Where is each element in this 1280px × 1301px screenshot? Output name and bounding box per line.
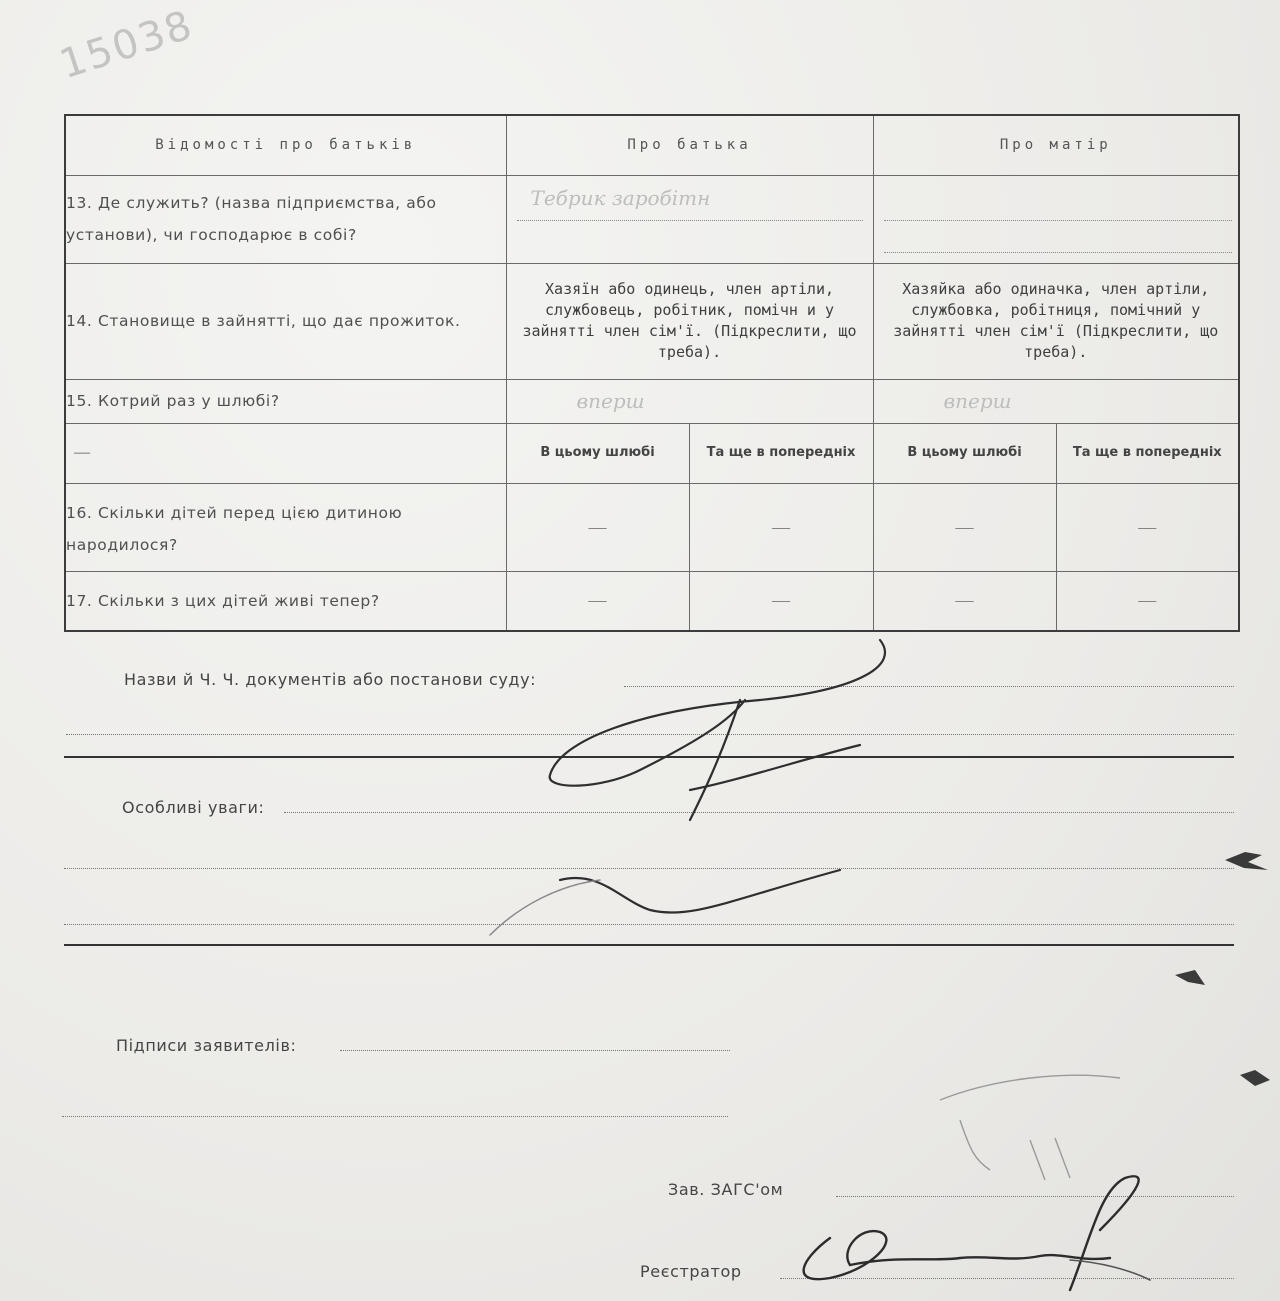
q15-mother-value: вперш	[873, 379, 1239, 423]
q17-value: —	[1056, 571, 1239, 631]
strike-flourish-5	[490, 880, 600, 935]
q16-value: —	[873, 483, 1056, 571]
strike-flourish-2	[690, 700, 740, 820]
q16-value: —	[1056, 483, 1239, 571]
q16-value: —	[689, 483, 873, 571]
strike-flourish-1	[550, 640, 885, 786]
q17-value: —	[506, 571, 689, 631]
subhead-mother-this-marriage: В цьому шлюбі	[873, 423, 1056, 483]
q14-mother-options: Хазяйка або одиначка, член артіли, службовка, робітниця, помічний у зайнятті член сім'ї (Підкреслити, що треба).	[873, 263, 1239, 379]
q15-label: 15. Котрий раз у шлюбі?	[65, 379, 506, 423]
remarks-label: Особливі уваги:	[122, 798, 265, 817]
strike-flourish-4	[560, 870, 840, 913]
documents-label: Назви й Ч. Ч. документів або постанови суду:	[124, 670, 537, 689]
q13-father-value: Тебрик заробітн	[530, 185, 711, 210]
faint-stamp-marks	[940, 1075, 1120, 1180]
q16-label: 16. Скільки дітей перед цією дитиною народилося?	[65, 483, 506, 571]
q13-label: 13. Де служить? (назва підприємства, або установи), чи господарює в собі?	[65, 175, 506, 263]
header-mother: Про матір	[873, 115, 1239, 175]
q17-label: 17. Скільки з цих дітей живі тепер?	[65, 571, 506, 631]
registrar-label: Реєстратор	[640, 1262, 742, 1281]
q14-label: 14. Становище в зайнятті, що дає прожиток.	[65, 263, 506, 379]
subhead-father-previous: Та ще в попередніх	[689, 423, 873, 483]
header-parents-info: Відомості про батьків	[65, 115, 506, 175]
subhead-mother-previous: Та ще в попередніх	[1056, 423, 1239, 483]
q14-father-options: Хазяїн або одинець, член артіли, службовець, робітник, помічн и у зайнятті член сім'ї. (Підкреслити, що треба).	[506, 263, 873, 379]
q15-father-value: вперш	[506, 379, 873, 423]
archive-number: 15038	[54, 1, 199, 89]
signatures-label: Підписи заявителів:	[116, 1036, 297, 1055]
q17-value: —	[689, 571, 873, 631]
q16-value: —	[506, 483, 689, 571]
zags-head-label: Зав. ЗАГС'ом	[668, 1180, 784, 1199]
subhead-father-this-marriage: В цьому шлюбі	[506, 423, 689, 483]
registrar-signature	[804, 1176, 1150, 1290]
q17-value: —	[873, 571, 1056, 631]
header-father: Про батька	[506, 115, 873, 175]
paper-damage-marks	[1175, 852, 1270, 1086]
subhead-dash: —	[65, 423, 506, 483]
